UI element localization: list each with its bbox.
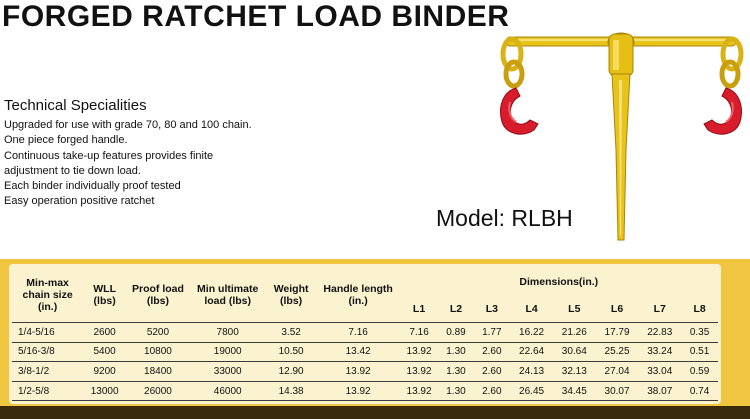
table-cell: 1/4-5/16 — [12, 323, 83, 343]
table-cell: 21.26 — [553, 323, 596, 343]
table-row — [12, 323, 718, 343]
spec-line: One piece forged handle. — [4, 134, 128, 147]
table-cell: 16.22 — [510, 323, 553, 343]
table-cell: 10.50 — [266, 342, 317, 362]
table-cell: 0.59 — [681, 362, 718, 382]
left-hook — [501, 88, 538, 134]
table-cell: 26.45 — [510, 381, 553, 401]
table-cell: 33.24 — [638, 342, 681, 362]
table-row — [12, 342, 718, 362]
table-cell: 3/8-1/2 — [12, 362, 83, 382]
table-cell: 19000 — [190, 342, 266, 362]
table-cell: 25.25 — [596, 342, 639, 362]
table-cell: 12.90 — [266, 362, 317, 382]
spec-line: Each binder individually proof tested — [4, 180, 181, 193]
spec-line: Upgraded for use with grade 70, 80 and 100 chain. — [4, 119, 252, 131]
page-title: FORGED RATCHET LOAD BINDER — [2, 0, 510, 33]
table-cell: 22.83 — [638, 323, 681, 343]
table-cell: 0.51 — [681, 342, 718, 362]
right-hook — [704, 88, 741, 134]
table-cell: 2.60 — [473, 342, 510, 362]
col-l2: L2 — [449, 303, 463, 315]
model-label: Model: RLBH — [436, 205, 573, 231]
table-cell: 13.92 — [400, 381, 439, 401]
table-cell: 13000 — [83, 381, 126, 401]
specs-list — [4, 118, 324, 210]
bottom-strip — [0, 406, 750, 419]
table-cell: 33000 — [190, 362, 266, 382]
table-cell: 1.77 — [473, 323, 510, 343]
table-row — [12, 362, 718, 382]
table-cell: 5200 — [126, 323, 190, 343]
table-cell: 7.16 — [400, 323, 439, 343]
col-l5: L5 — [568, 303, 581, 315]
table-cell: 30.64 — [553, 342, 596, 362]
spec-table — [12, 268, 718, 401]
col-ultimate: Min ultimate load (lbs) — [197, 283, 259, 307]
table-cell: 0.89 — [439, 323, 474, 343]
table-cell: 27.04 — [596, 362, 639, 382]
col-size: Min-max chain size (in.) — [22, 277, 73, 313]
col-proof: Proof load (lbs) — [131, 283, 184, 307]
table-cell: 13.92 — [317, 381, 400, 401]
col-handle: Handle length (in.) — [323, 283, 393, 307]
table-cell: 13.92 — [317, 362, 400, 382]
table-cell: 2.60 — [473, 381, 510, 401]
table-cell: 33.04 — [638, 362, 681, 382]
table-cell: 7.16 — [317, 323, 400, 343]
table-row — [12, 381, 718, 401]
col-l6: L6 — [610, 303, 624, 315]
table-cell: 17.79 — [596, 323, 639, 343]
table-cell: 2.60 — [473, 362, 510, 382]
table-cell: 26000 — [126, 381, 190, 401]
col-l3: L3 — [485, 303, 498, 315]
table-cell: 46000 — [190, 381, 266, 401]
table-cell: 3.52 — [266, 323, 317, 343]
table-cell: 30.07 — [596, 381, 639, 401]
table-cell: 1.30 — [439, 362, 474, 382]
table-cell: 9200 — [83, 362, 126, 382]
table-cell: 0.35 — [681, 323, 718, 343]
table-cell: 2600 — [83, 323, 126, 343]
table-cell: 13.92 — [400, 362, 439, 382]
col-wll: WLL (lbs) — [93, 283, 116, 307]
table-cell: 1/2-5/8 — [12, 381, 83, 401]
table-cell: 32.13 — [553, 362, 596, 382]
table-cell: 1.30 — [439, 381, 474, 401]
table-cell: 7800 — [190, 323, 266, 343]
table-cell: 5/16-3/8 — [12, 342, 83, 362]
table-header-row — [12, 268, 718, 296]
table-cell: 10800 — [126, 342, 190, 362]
col-l4: L4 — [525, 303, 538, 315]
col-l8: L8 — [693, 303, 706, 315]
table-cell: 14.38 — [266, 381, 317, 401]
table-cell: 13.42 — [317, 342, 400, 362]
table-cell: 1.30 — [439, 342, 474, 362]
spec-line: Continuous take-up features provides finite — [4, 149, 214, 162]
table-cell: 18400 — [126, 362, 190, 382]
table-cell: 22.64 — [510, 342, 553, 362]
table-cell: 34.45 — [553, 381, 596, 401]
col-dimensions: Dimensions(in.) — [519, 276, 599, 288]
table-cell: 5400 — [83, 342, 126, 362]
spec-line: Easy operation positive ratchet — [4, 195, 155, 208]
col-l7: L7 — [653, 303, 666, 315]
table-cell: 24.13 — [510, 362, 553, 382]
col-weight: Weight (lbs) — [273, 283, 309, 307]
table-cell: 0.74 — [681, 381, 718, 401]
col-l1: L1 — [412, 303, 426, 315]
spec-line: adjustment to tie down load. — [4, 164, 141, 177]
specs-heading: Technical Specialities — [4, 97, 147, 114]
table-cell: 13.92 — [400, 342, 439, 362]
table-cell: 38.07 — [638, 381, 681, 401]
